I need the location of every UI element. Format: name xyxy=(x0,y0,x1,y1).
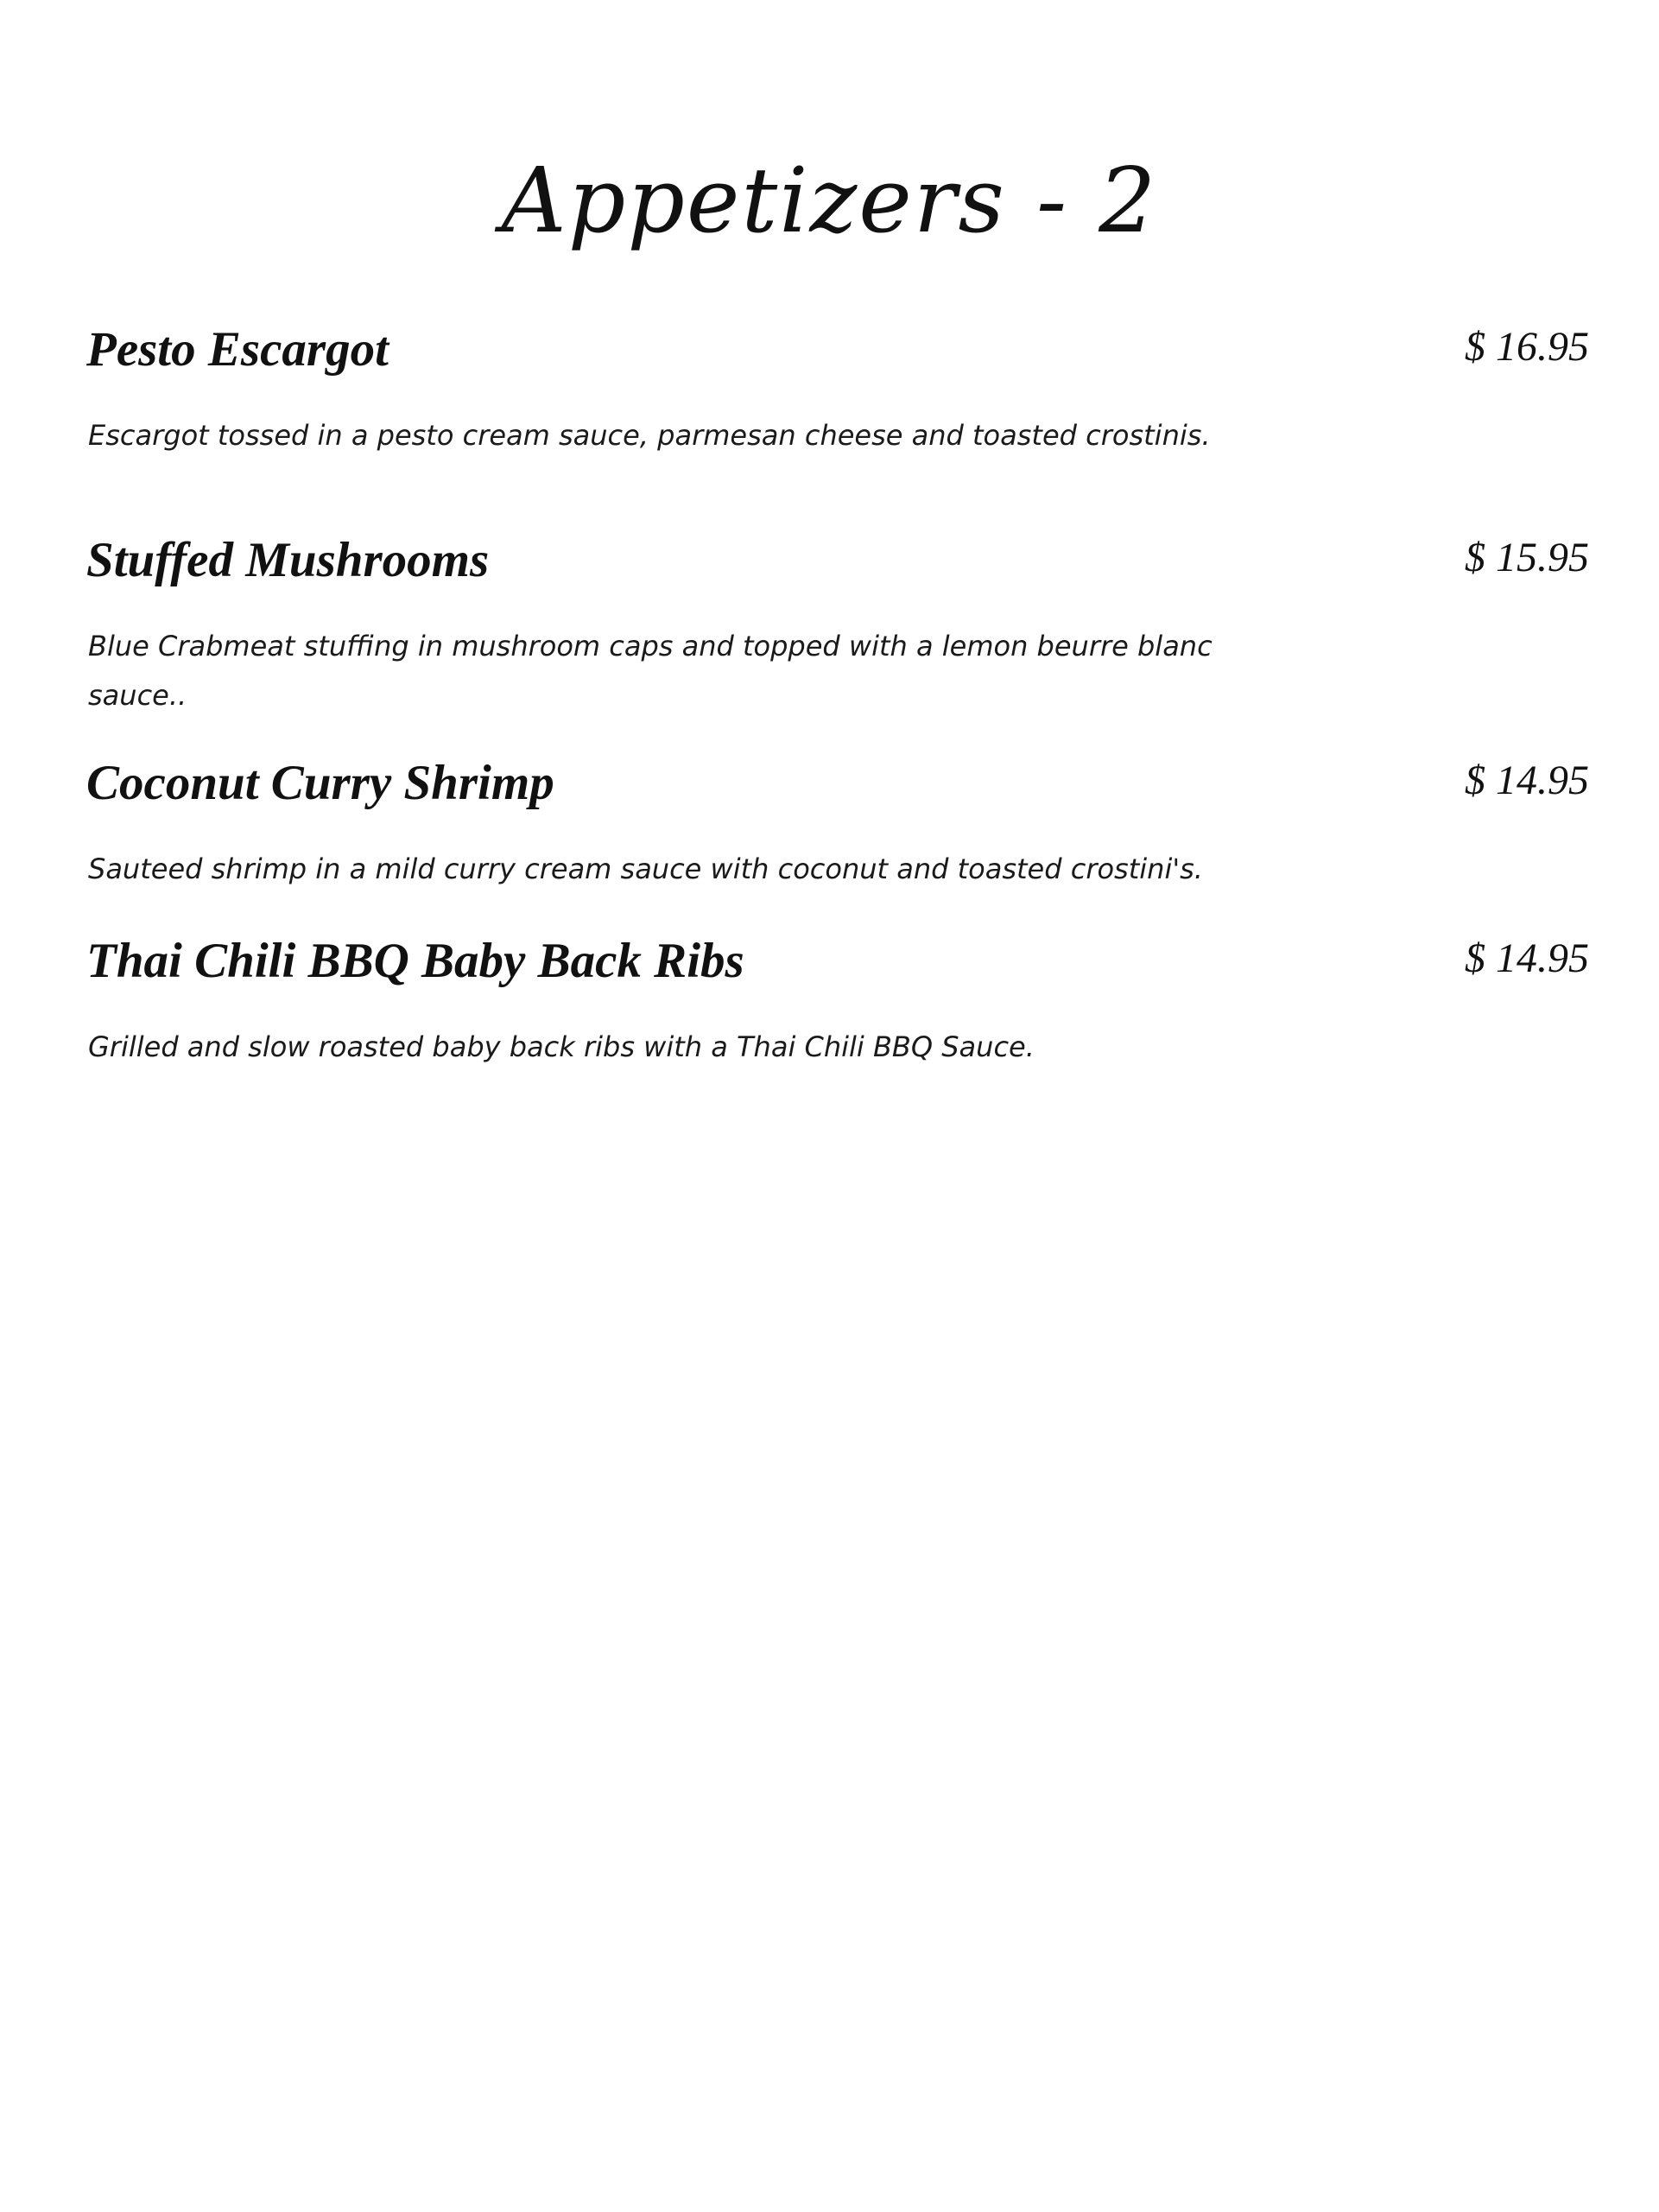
item-price: $ 14.95 xyxy=(1465,757,1589,803)
item-name: Coconut Curry Shrimp xyxy=(86,756,554,810)
item-price: $ 15.95 xyxy=(1465,535,1589,580)
item-name: Thai Chili BBQ Baby Back Ribs xyxy=(86,934,744,988)
item-description: Blue Crabmeat stuffing in mushroom caps and topped with a lemon beurre blanc sauce.. xyxy=(88,630,1213,712)
item-price: $ 16.95 xyxy=(1465,324,1589,370)
page-title: Appetizers - 2 xyxy=(501,147,1158,253)
item-description: Escargot tossed in a pesto cream sauce, parmesan cheese and toasted crostinis. xyxy=(88,419,1211,452)
item-description: Sauteed shrimp in a mild curry cream sauce with coconut and toasted crostini's. xyxy=(88,852,1203,885)
item-name: Pesto Escargot xyxy=(86,322,389,377)
item-name: Stuffed Mushrooms xyxy=(86,533,490,587)
item-price: $ 14.95 xyxy=(1465,935,1589,981)
item-description: Grilled and slow roasted baby back ribs with a Thai Chili BBQ Sauce. xyxy=(88,1030,1035,1063)
